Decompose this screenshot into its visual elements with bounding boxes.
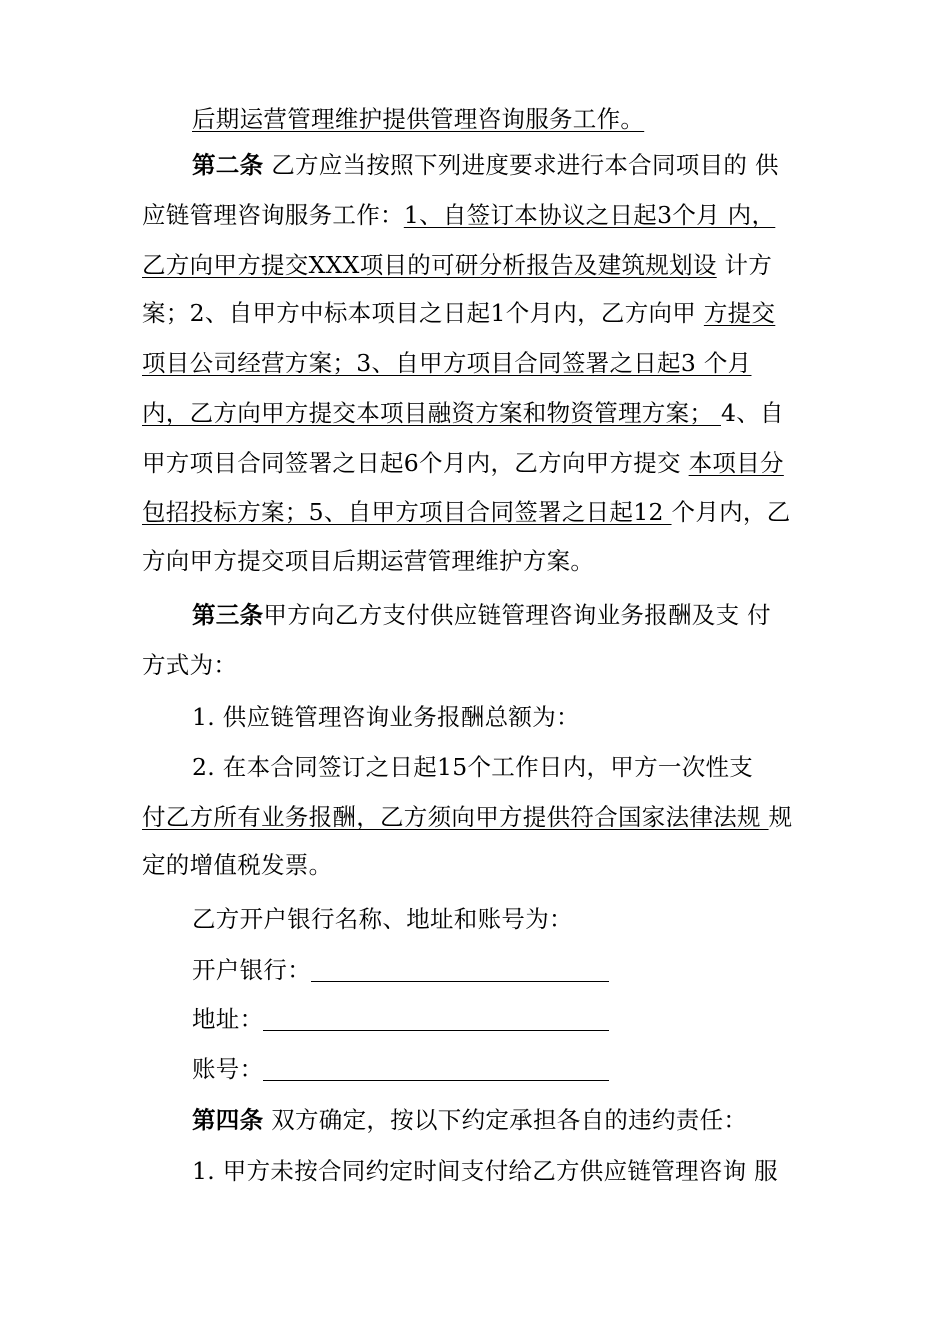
line-text: 1. 甲方未按合同约定时间支付给乙方供应链管理咨询 服 — [192, 1157, 778, 1185]
article-4-title: 第四条 — [192, 1106, 264, 1134]
article-3-item-2-line-3 — [142, 850, 822, 880]
underlined-text: 包招投标方案；5、自甲方项目合同签署之日起12 — [142, 498, 672, 526]
underlined-text: 方提交 — [703, 299, 776, 327]
bank-address-row — [192, 1004, 822, 1034]
article-3-item-2-line-1 — [192, 752, 822, 782]
line-text: 方式为： — [142, 651, 238, 679]
line-text: 2. 在本合同签订之日起15个工作日内，甲方一次性支 — [192, 753, 754, 781]
article-2-line-8 — [142, 497, 822, 527]
underlined-text: 1、自签订本协议之日起3个月 内， — [403, 201, 776, 229]
line-text: 案；2、自甲方中标本项目之日起1个月内，乙方向甲 — [142, 299, 704, 327]
underlined-text: 内，乙方向甲方提交本项目融资方案和物资管理方案； — [142, 399, 721, 427]
line-text: 应链管理咨询服务工作： — [142, 201, 404, 229]
article-2-line-7 — [142, 448, 822, 478]
article-4-item-1 — [192, 1156, 822, 1186]
line-text: 定的增值税发票。 — [142, 851, 333, 879]
article-2-line-9 — [142, 546, 822, 576]
underlined-text: 项目公司经营方案；3、自甲方项目合同签署之日起3 个月 — [142, 349, 752, 377]
line-text: 乙方开户银行名称、地址和账号为： — [192, 905, 573, 933]
article-2-line-6 — [142, 398, 822, 428]
line-text: 乙方应当按照下列进度要求进行本合同项目的 供 — [271, 151, 779, 179]
article-3-item-2-line-2 — [142, 802, 822, 832]
line-text: 1. 供应链管理咨询业务报酬总额为： — [192, 703, 580, 731]
article-3-line-1 — [192, 600, 822, 630]
article-2-line-4 — [142, 298, 822, 328]
bank-address-blank[interactable] — [263, 1008, 609, 1031]
line-text: 甲方向乙方支付供应链管理咨询业务报酬及支 付 — [263, 601, 771, 629]
bank-address-label: 地址： — [192, 1005, 264, 1033]
line-text: 个月内，乙 — [671, 498, 791, 526]
bank-account-label: 账号： — [192, 1055, 264, 1083]
line-text: 双方确定，按以下约定承担各自的违约责任： — [271, 1106, 748, 1134]
bank-account-row — [192, 1054, 822, 1084]
article-4-line-1 — [192, 1105, 822, 1135]
article-2-line-2 — [142, 200, 822, 230]
article-3-line-2 — [142, 650, 822, 680]
underlined-text: 乙方向甲方提交XXX项目的可研分析报告及建筑规划设 — [142, 251, 717, 279]
line-text: 甲方项目合同签署之日起6个月内，乙方向甲方提交 — [142, 449, 689, 477]
article-3-title: 第三条 — [192, 601, 264, 629]
line-text: 后期运营管理维护提供管理咨询服务工作。 — [192, 105, 645, 133]
article-2-line-1 — [192, 150, 822, 180]
article-2-line-5 — [142, 348, 822, 378]
bank-name-blank[interactable] — [311, 959, 609, 982]
bank-intro — [192, 904, 822, 934]
line-text: 计方 — [716, 251, 773, 279]
article-2-line-3 — [142, 250, 822, 280]
text-line — [192, 104, 822, 134]
line-text: 方向甲方提交项目后期运营管理维护方案。 — [142, 547, 595, 575]
underlined-text: 本项目分 — [688, 449, 784, 477]
bank-name-label: 开户银行： — [192, 956, 311, 984]
article-3-item-1 — [192, 702, 822, 732]
line-text: 4、自 — [720, 399, 784, 427]
underlined-text: 付乙方所有业务报酬，乙方须向甲方提供符合国家法律法规 — [142, 803, 769, 831]
bank-account-blank[interactable] — [263, 1058, 609, 1081]
line-text: 规 — [768, 803, 793, 831]
article-2-title: 第二条 — [192, 151, 264, 179]
bank-name-row — [192, 955, 822, 985]
